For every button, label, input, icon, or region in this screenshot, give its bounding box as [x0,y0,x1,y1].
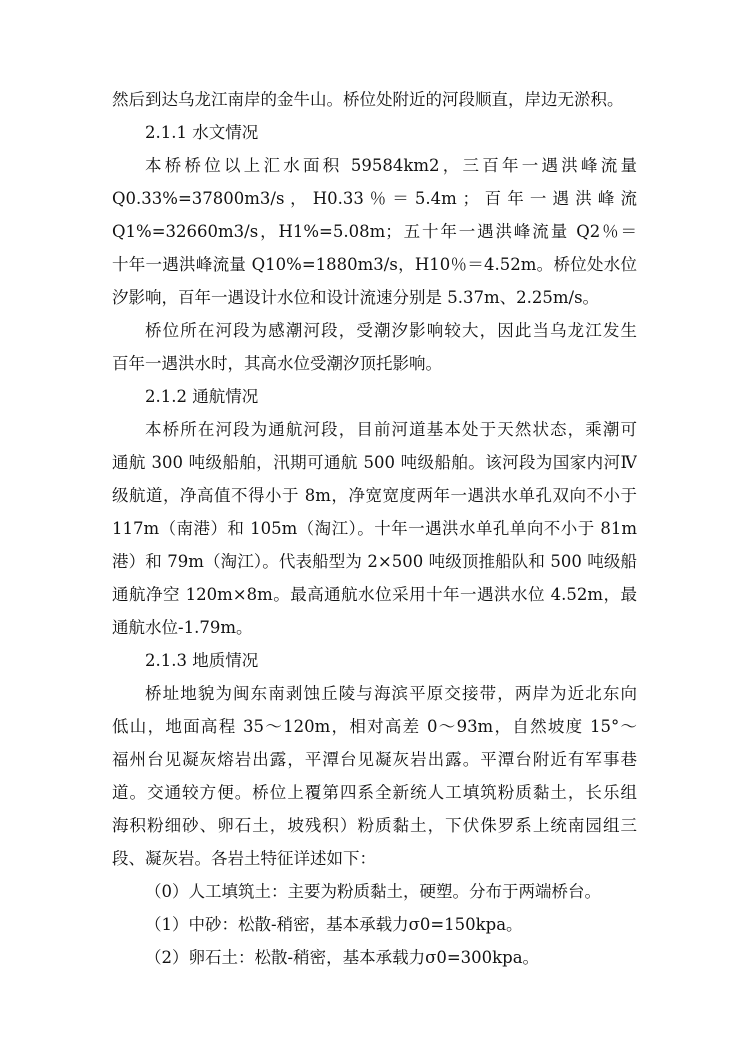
list-item: （0）人工填筑土：主要为粉质黏土，硬塑。分布于两端桥台。 [145,882,601,901]
paragraph-line: 级航道，净高值不得小于 8m，净宽宽度两年一遇洪水单孔双向不小于 [112,486,637,505]
paragraph-line: 然后到达乌龙江南岸的金牛山。桥位处附近的河段顺直，岸边无淤积。 [112,90,624,109]
paragraph-line: 福州台见凝灰熔岩出露，平潭台见凝灰岩出露。平潭台附近有军事巷 [112,750,637,769]
paragraph-line: 道。交通较方便。桥位上覆第四系全新统人工填筑粉质黏土，长乐组 [112,783,637,802]
paragraph-line: 低山，地面高程 35～120m，相对高差 0～93m，自然坡度 15°～ [112,717,637,736]
paragraph-line: 本桥所在河段为通航河段，目前河道基本处于天然状态，乘潮可 [145,420,637,439]
section-heading-hydrology: 2.1.1 水文情况 [145,123,259,142]
paragraph-line: 汐影响，百年一遇设计水位和设计流速分别是 5.37m、2.25m/s。 [112,288,600,307]
section-heading-navigation: 2.1.2 通航情况 [145,387,259,406]
section-heading-geology: 2.1.3 地质情况 [145,651,259,670]
paragraph-line: 通航净空 120m×8m。最高通航水位采用十年一遇洪水位 4.52m，最 [112,585,637,604]
paragraph-line: 本桥桥位以上汇水面积 59584km2，三百年一遇洪峰流量 [145,156,637,175]
paragraph-line: 港）和 79m（淘江）。代表船型为 2×500 吨级顶推船队和 500 吨级船 [112,552,637,571]
list-item: （1）中砂：松散-稍密，基本承载力σ0=150kpa。 [145,915,523,934]
paragraph-line: Q0.33%=37800m3/s ， H0.33 ％ ＝ 5.4m ； 百 年 一 遇 洪 峰 流 [112,189,637,208]
paragraph-line: 117m（南港）和 105m（淘江）。十年一遇洪水单孔单向不小于 81m [112,519,637,538]
paragraph-line: 段、凝灰岩。各岩土特征详述如下： [112,849,376,868]
list-item: （2）卵石土：松散-稍密，基本承载力σ0=300kpa。 [145,948,540,967]
paragraph-line: 桥位所在河段为感潮河段，受潮汐影响较大，因此当乌龙江发生 [145,321,637,340]
paragraph-line: 十年一遇洪峰流量 Q10%=1880m3/s，H10％＝4.52m。桥位处水位 [112,255,637,274]
paragraph-line: 海积粉细砂、卵石土，坡残积）粉质黏土，下伏侏罗系上统南园组三 [112,816,637,835]
paragraph-line: 通航水位-1.79m。 [112,618,253,637]
paragraph-line: 通航 300 吨级船舶，汛期可通航 500 吨级船舶。该河段为国家内河Ⅳ [112,453,637,472]
paragraph-line: 桥址地貌为闽东南剥蚀丘陵与海滨平原交接带，两岸为近北东向 [145,684,637,703]
paragraph-line: 百年一遇洪水时，其高水位受潮汐顶托影响。 [112,354,442,373]
paragraph-line: Q1%=32660m3/s，H1%=5.08m；五十年一遇洪峰流量 Q2％＝ [112,222,637,241]
